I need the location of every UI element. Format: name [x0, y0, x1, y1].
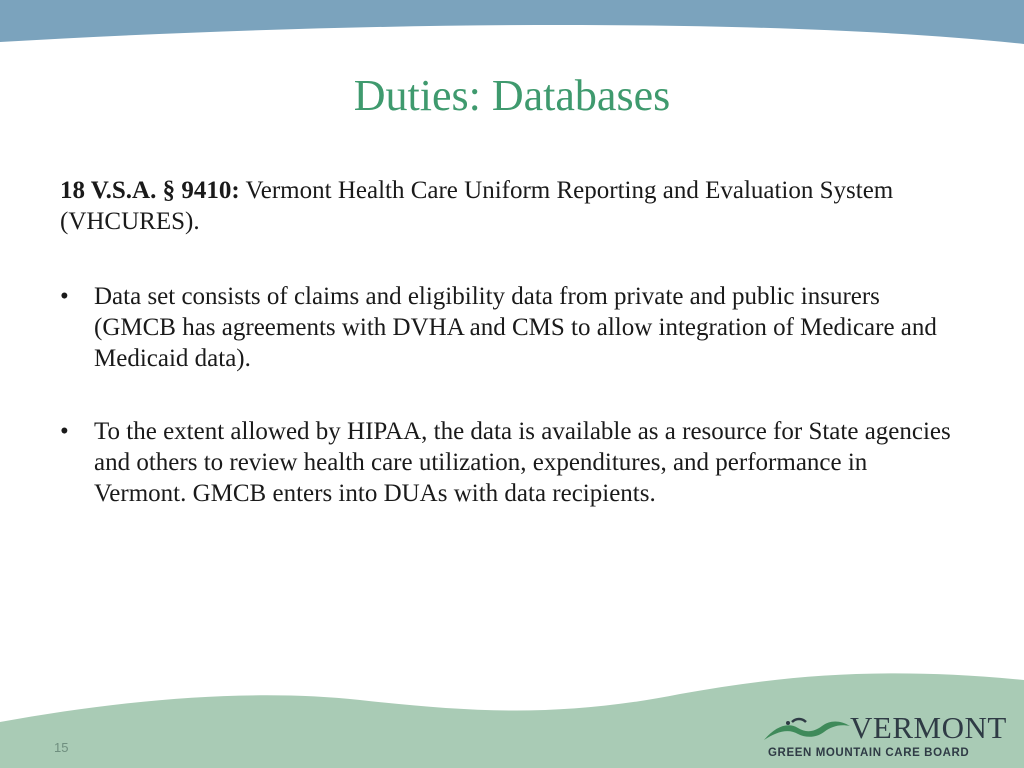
bullet-marker: • — [60, 418, 69, 445]
logo-subtitle: GREEN MOUNTAIN CARE BOARD — [768, 747, 970, 759]
bullet-list — [60, 281, 960, 551]
intro-paragraph — [60, 175, 940, 237]
mountain-swoosh-icon — [762, 714, 852, 744]
intro-text: Vermont Health Care Uniform Reporting and Evaluation System (VHCURES). — [60, 177, 894, 235]
page-number: 15 — [54, 740, 69, 755]
top-decorative-band — [0, 0, 1024, 60]
slide-title: Duties: Databases — [353, 71, 671, 120]
bullet-text: Data set consists of claims and eligibility data from private and public insurers (GMCB has agreements with DVHA and CMS to allow integration of Medicare and Medicaid data). — [94, 283, 937, 372]
gmcb-logo — [762, 712, 1008, 762]
bullet-marker: • — [60, 283, 69, 310]
bullet-item — [60, 416, 960, 509]
bullet-text: To the extent allowed by HIPAA, the data is available as a resource for State agencies and others to review health care utilization, expenditures, and performance in Vermont. GMCB enters into DUAs with data recipients. — [94, 418, 951, 507]
statute-reference: 18 V.S.A. § 9410: — [60, 177, 240, 204]
bullet-item — [60, 281, 960, 374]
logo-wordmark: VERMONT — [850, 710, 1007, 745]
